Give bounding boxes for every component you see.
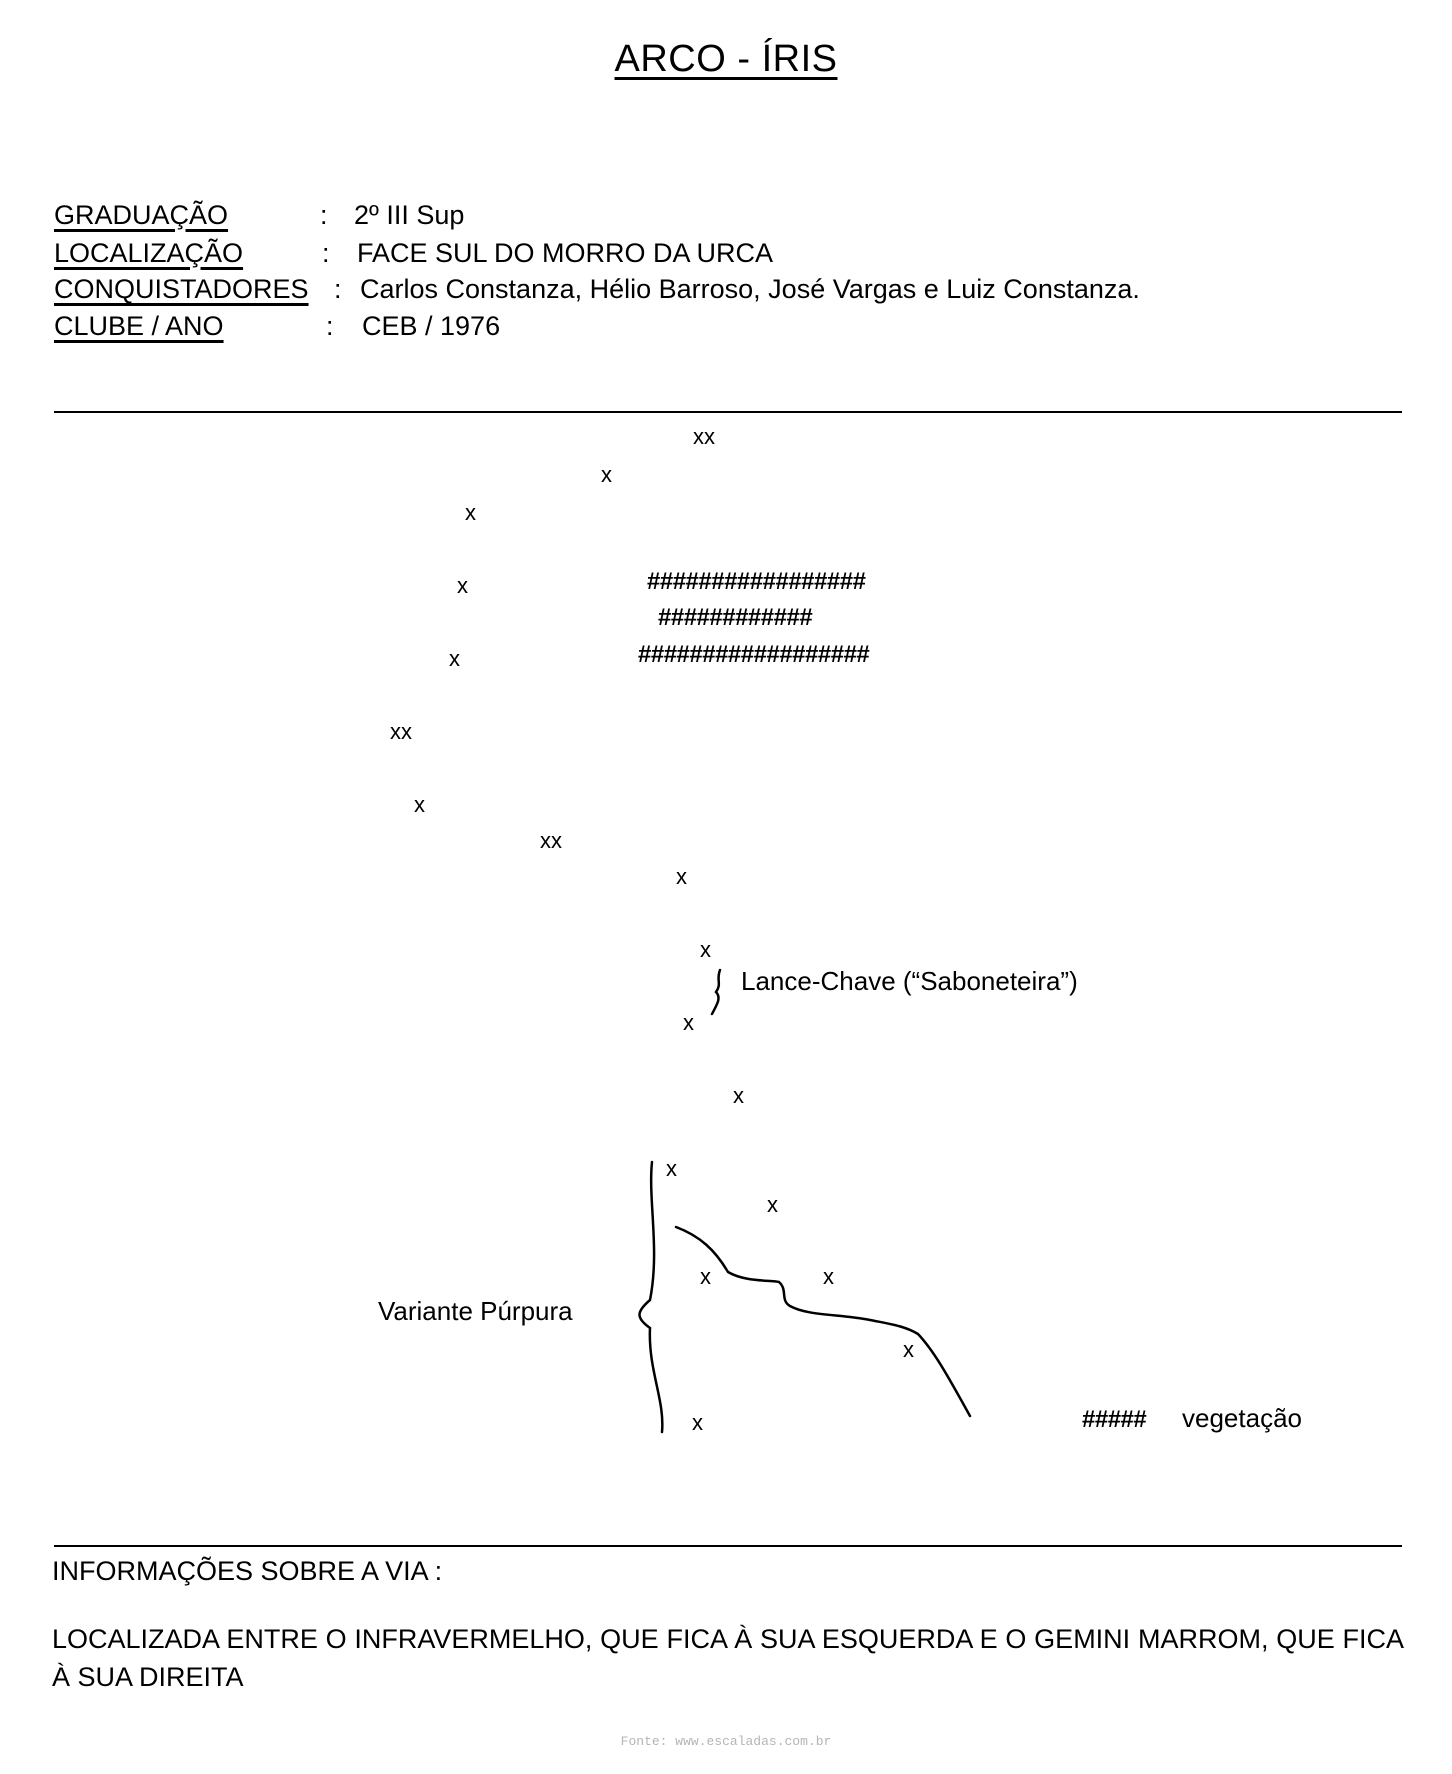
bolt-mark: xx	[540, 828, 562, 853]
bolt-mark: x	[449, 646, 460, 671]
variante-label: Variante Púrpura	[378, 1296, 573, 1326]
lance-chave-label: Lance-Chave (“Saboneteira”)	[741, 966, 1078, 996]
clube-ano-colon: :	[326, 311, 334, 341]
bolt-mark: xx	[390, 719, 412, 744]
bottom-divider	[54, 1545, 1402, 1547]
bolt-mark: x	[465, 500, 476, 525]
bolt-mark: x	[733, 1083, 744, 1108]
graduacao-colon: :	[320, 200, 328, 230]
bolt-mark: x	[457, 573, 468, 598]
bolt-mark: x	[692, 1410, 703, 1435]
conquistadores-value: Carlos Constanza, Hélio Barroso, José Vargas e Luiz Constanza.	[360, 274, 1140, 304]
bolt-mark: x	[823, 1264, 834, 1289]
bolt-mark: x	[700, 937, 711, 962]
page-title: ARCO - ÍRIS	[614, 38, 838, 80]
bolt-mark: x	[903, 1337, 914, 1362]
clube-ano-label: CLUBE / ANO	[54, 311, 224, 341]
vegetation-row: #################	[647, 568, 866, 595]
legend-label: vegetação	[1182, 1403, 1302, 1433]
legend-symbol: #####	[1082, 1406, 1147, 1433]
graduacao-value: 2º III Sup	[354, 200, 465, 230]
vegetation-row: ############	[658, 604, 813, 631]
conquistadores-label: CONQUISTADORES	[54, 274, 309, 304]
graduacao-label: GRADUAÇÃO	[54, 200, 229, 230]
bolt-mark: x	[700, 1264, 711, 1289]
bolt-mark: x	[767, 1192, 778, 1217]
variante-brace-icon	[640, 1162, 663, 1432]
bolt-mark: xx	[693, 424, 715, 449]
bolt-mark: x	[666, 1156, 677, 1181]
ledge-line	[676, 1227, 970, 1416]
clube-ano-value: CEB / 1976	[362, 311, 501, 341]
bolt-mark: x	[601, 462, 612, 487]
bolt-mark: x	[414, 792, 425, 817]
source-credit: Fonte: www.escaladas.com.br	[620, 1734, 832, 1749]
bolt-mark: x	[676, 864, 687, 889]
lance-chave-brace-icon	[712, 970, 720, 1014]
localizacao-colon: :	[322, 238, 330, 268]
conquistadores-colon: :	[334, 274, 342, 304]
bolt-mark: x	[683, 1010, 694, 1035]
info-heading: INFORMAÇÕES SOBRE A VIA :	[52, 1556, 443, 1586]
localizacao-label: LOCALIZAÇÃO	[54, 238, 244, 268]
localizacao-value: FACE SUL DO MORRO DA URCA	[357, 238, 774, 268]
vegetation-row: ##################	[638, 641, 870, 668]
route-description: LOCALIZADA ENTRE O INFRAVERMELHO, QUE FICA À SUA ESQUERDA E O GEMINI MARROM, QUE FICA À SUA DIREITA	[52, 1624, 1404, 1692]
